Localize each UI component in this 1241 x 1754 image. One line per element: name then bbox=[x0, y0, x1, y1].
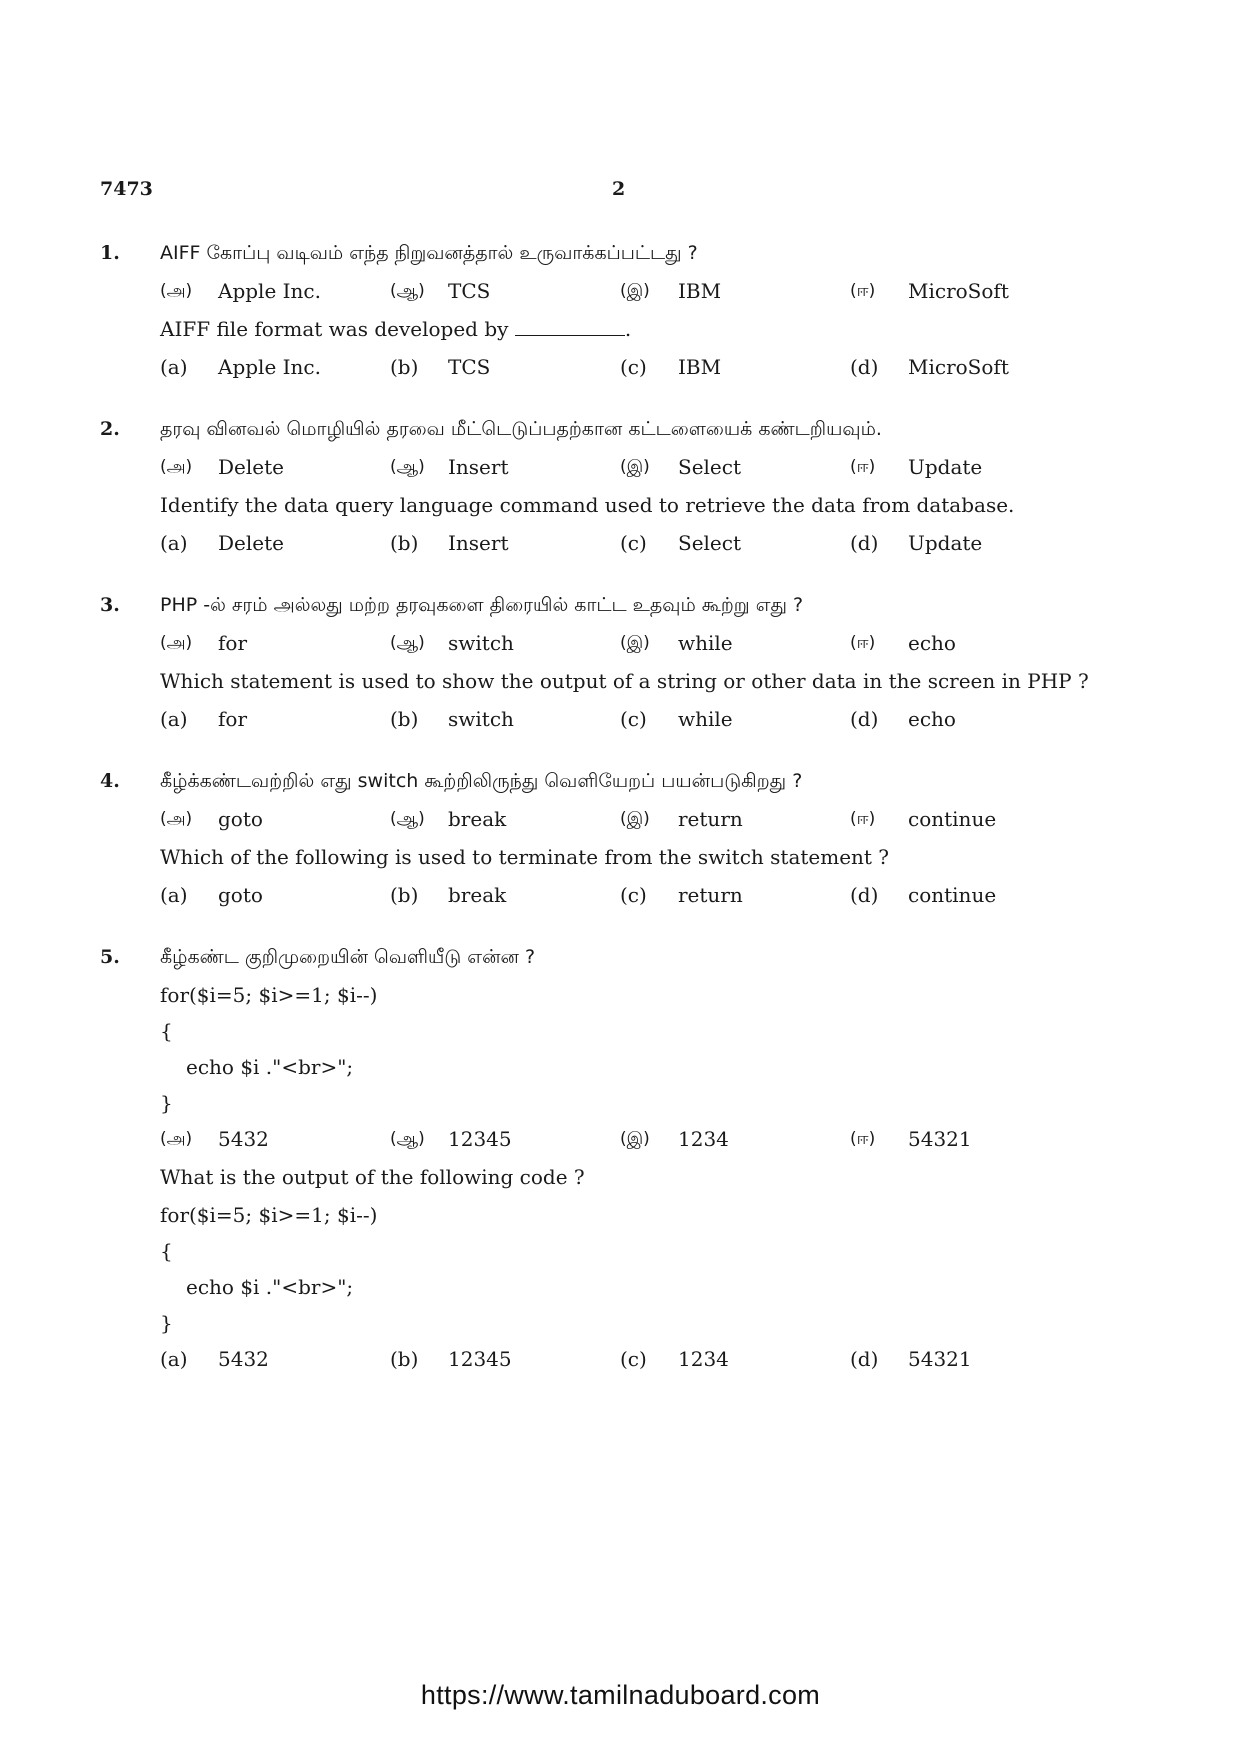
english-option: (b) TCS bbox=[390, 355, 491, 379]
page-header bbox=[0, 178, 1241, 208]
question-5 bbox=[100, 944, 1140, 1372]
tamil-option: (இ) Select bbox=[620, 455, 742, 479]
english-option: (b) Insert bbox=[390, 531, 509, 555]
english-option: (c) 1234 bbox=[620, 1347, 729, 1371]
tamil-option: (அ) for bbox=[160, 631, 248, 655]
tamil-question-text: கீழ்கண்ட குறிமுறையின் வெளியீடு என்ன ? bbox=[160, 946, 536, 968]
tamil-question-text: தரவு வினவல் மொழியில் தரவை மீட்டெடுப்பதற்கான கட்டளையைக் கண்டறியவும். bbox=[160, 418, 882, 440]
tamil-option: (ஆ) 12345 bbox=[390, 1127, 512, 1151]
answer-blank bbox=[515, 317, 625, 336]
tamil-option: (அ) goto bbox=[160, 807, 263, 831]
tamil-question-text: PHP -ல் சரம் அல்லது மற்ற தரவுகளை திரையில் காட்ட உதவும் கூற்று எது ? bbox=[160, 594, 804, 616]
english-question-text: AIFF file format was developed by . bbox=[160, 317, 632, 341]
english-options bbox=[160, 354, 1140, 380]
code-line: echo $i ."<br>"; bbox=[186, 1055, 354, 1079]
english-question-text: Which statement is used to show the output of a string or other data in the screen in PHP ? bbox=[160, 669, 1089, 693]
question-list bbox=[100, 240, 1140, 1408]
question-3 bbox=[100, 592, 1140, 732]
code-line: { bbox=[160, 1019, 173, 1043]
tamil-option: (ஈ) 54321 bbox=[850, 1127, 972, 1151]
english-question-text: Identify the data query language command used to retrieve the data from database. bbox=[160, 493, 1015, 517]
question-number: 5. bbox=[100, 946, 120, 968]
english-question-text: Which of the following is used to terminate from the switch statement ? bbox=[160, 845, 890, 869]
english-option: (b) switch bbox=[390, 707, 514, 731]
english-option: (a) Apple Inc. bbox=[160, 355, 321, 379]
english-option: (a) for bbox=[160, 707, 248, 731]
english-option: (d) continue bbox=[850, 883, 997, 907]
code-line: echo $i ."<br>"; bbox=[186, 1275, 354, 1299]
tamil-option: (அ) Apple Inc. bbox=[160, 279, 321, 303]
english-option: (b) break bbox=[390, 883, 507, 907]
english-question-text: What is the output of the following code ? bbox=[160, 1165, 585, 1189]
english-option: (d) MicroSoft bbox=[850, 355, 1009, 379]
english-option: (d) 54321 bbox=[850, 1347, 972, 1371]
tamil-option: (ஆ) break bbox=[390, 807, 507, 831]
question-4 bbox=[100, 768, 1140, 908]
tamil-option: (இ) IBM bbox=[620, 279, 722, 303]
english-option: (a) Delete bbox=[160, 531, 284, 555]
english-option: (d) echo bbox=[850, 707, 956, 731]
tamil-option: (ஈ) Update bbox=[850, 455, 983, 479]
english-option: (c) while bbox=[620, 707, 733, 731]
tamil-options bbox=[160, 454, 1140, 480]
tamil-option: (ஆ) Insert bbox=[390, 455, 509, 479]
english-option: (a) goto bbox=[160, 883, 263, 907]
english-options bbox=[160, 1346, 1140, 1372]
tamil-option: (அ) Delete bbox=[160, 455, 284, 479]
code-line: for($i=5; $i>=1; $i--) bbox=[160, 983, 378, 1007]
english-option: (b) 12345 bbox=[390, 1347, 512, 1371]
code-line: } bbox=[160, 1091, 173, 1115]
tamil-option: (இ) while bbox=[620, 631, 733, 655]
english-option: (c) IBM bbox=[620, 355, 722, 379]
tamil-options bbox=[160, 1126, 1140, 1152]
tamil-question-text: கீழ்க்கண்டவற்றில் எது switch கூற்றிலிருந்து வெளியேறப் பயன்படுகிறது ? bbox=[160, 770, 803, 792]
page-number: 2 bbox=[612, 178, 626, 200]
tamil-option: (அ) 5432 bbox=[160, 1127, 269, 1151]
english-options bbox=[160, 530, 1140, 556]
question-number: 2. bbox=[100, 418, 120, 440]
paper-code: 7473 bbox=[100, 178, 153, 200]
code-line: { bbox=[160, 1239, 173, 1263]
question-number: 3. bbox=[100, 594, 120, 616]
tamil-options bbox=[160, 806, 1140, 832]
tamil-options bbox=[160, 630, 1140, 656]
tamil-option: (இ) 1234 bbox=[620, 1127, 729, 1151]
tamil-question-text: AIFF கோப்பு வடிவம் எந்த நிறுவனத்தால் உருவாக்கப்பட்டது ? bbox=[160, 242, 698, 264]
english-option: (a) 5432 bbox=[160, 1347, 269, 1371]
tamil-option: (ஈ) echo bbox=[850, 631, 956, 655]
code-line: } bbox=[160, 1311, 173, 1335]
watermark-url: https://www.tamilnaduboard.com bbox=[420, 1680, 821, 1710]
tamil-option: (இ) return bbox=[620, 807, 743, 831]
english-option: (c) return bbox=[620, 883, 743, 907]
tamil-option: (ஈ) continue bbox=[850, 807, 997, 831]
question-number: 4. bbox=[100, 770, 120, 792]
english-options bbox=[160, 706, 1140, 732]
english-options bbox=[160, 882, 1140, 908]
question-number: 1. bbox=[100, 242, 120, 264]
tamil-option: (ஈ) MicroSoft bbox=[850, 279, 1009, 303]
tamil-option: (ஆ) switch bbox=[390, 631, 514, 655]
tamil-option: (ஆ) TCS bbox=[390, 279, 491, 303]
tamil-options bbox=[160, 278, 1140, 304]
code-line: for($i=5; $i>=1; $i--) bbox=[160, 1203, 378, 1227]
question-2 bbox=[100, 416, 1140, 556]
english-option: (d) Update bbox=[850, 531, 983, 555]
english-option: (c) Select bbox=[620, 531, 742, 555]
question-1 bbox=[100, 240, 1140, 380]
